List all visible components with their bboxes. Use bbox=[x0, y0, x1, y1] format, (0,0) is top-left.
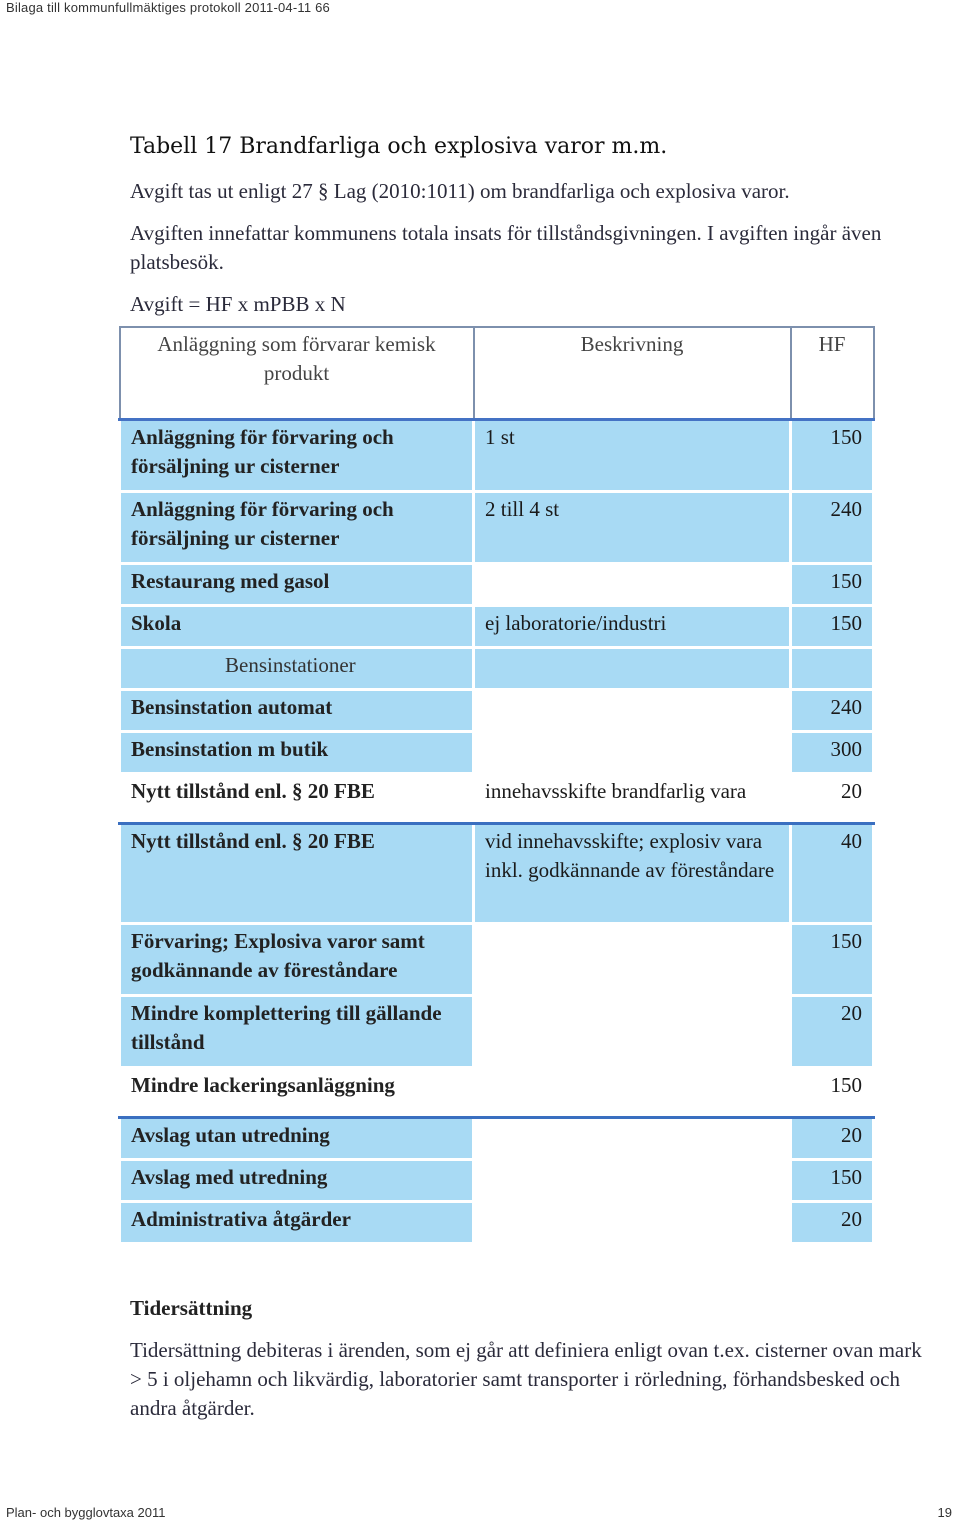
document-footer: Plan- och bygglovtaxa 2011 bbox=[6, 1505, 166, 1520]
row-description bbox=[474, 690, 791, 732]
row-facility: Anläggning för förvaring och försäljning ur cisterner bbox=[120, 420, 474, 492]
row-hf: 20 bbox=[791, 774, 874, 824]
row-description bbox=[474, 648, 791, 690]
row-hf: 150 bbox=[791, 606, 874, 648]
row-facility: Bensinstation automat bbox=[120, 690, 474, 732]
row-facility: Anläggning för förvaring och försäljning ur cisterner bbox=[120, 492, 474, 564]
row-description: innehavsskifte brandfarlig vara bbox=[474, 774, 791, 824]
table-row bbox=[120, 420, 874, 492]
row-facility: Administrativa åtgärder bbox=[120, 1202, 474, 1244]
row-hf: 40 bbox=[791, 824, 874, 924]
table-row bbox=[120, 690, 874, 732]
row-description bbox=[474, 1118, 791, 1160]
table-row bbox=[120, 564, 874, 606]
row-hf: 150 bbox=[791, 564, 874, 606]
table-row bbox=[120, 606, 874, 648]
row-description bbox=[474, 1068, 791, 1118]
table-row bbox=[120, 996, 874, 1068]
table-row bbox=[120, 1202, 874, 1244]
fee-formula: Avgift = HF x mPBB x N bbox=[130, 292, 346, 316]
row-facility: Mindre lackeringsanläggning bbox=[120, 1068, 474, 1118]
row-description bbox=[474, 924, 791, 996]
row-hf: 300 bbox=[791, 732, 874, 774]
section-heading: Tidersättning bbox=[130, 1296, 253, 1320]
row-description bbox=[474, 732, 791, 774]
table-row bbox=[120, 1118, 874, 1160]
row-facility: Nytt tillstånd enl. § 20 FBE bbox=[120, 824, 474, 924]
row-hf: 20 bbox=[791, 1202, 874, 1244]
table-row bbox=[120, 924, 874, 996]
row-description bbox=[474, 996, 791, 1068]
row-hf: 240 bbox=[791, 690, 874, 732]
table-row bbox=[120, 732, 874, 774]
document-header: Bilaga till kommunfullmäktiges protokoll 2011-04-11 66 bbox=[6, 0, 330, 15]
intro-paragraph: Avgift tas ut enligt 27 § Lag (2010:1011) om brandfarliga och explosiva varor. bbox=[130, 179, 790, 203]
row-description bbox=[474, 564, 791, 606]
header-hf: HF bbox=[791, 327, 874, 420]
table-title: Tabell 17 Brandfarliga och explosiva varor m.m. bbox=[130, 134, 668, 159]
row-facility: Mindre komplettering till gällande tillstånd bbox=[120, 996, 474, 1068]
table-row bbox=[120, 648, 874, 690]
row-facility: Nytt tillstånd enl. § 20 FBE bbox=[120, 774, 474, 824]
row-description bbox=[474, 1160, 791, 1202]
row-hf: 150 bbox=[791, 1160, 874, 1202]
table-row bbox=[120, 1068, 874, 1118]
row-hf: 20 bbox=[791, 996, 874, 1068]
table-row bbox=[120, 824, 874, 924]
row-facility: Förvaring; Explosiva varor samt godkännande av föreståndare bbox=[120, 924, 474, 996]
row-hf: 150 bbox=[791, 1068, 874, 1118]
scope-paragraph: Avgiften innefattar kommunens totala insats för tillståndsgivningen. I avgiften ingår även platsbesök. bbox=[130, 221, 882, 274]
row-hf: 150 bbox=[791, 420, 874, 492]
row-hf: 240 bbox=[791, 492, 874, 564]
row-description: vid innehavsskifte; explosiv vara inkl. godkännande av föreståndare bbox=[474, 824, 791, 924]
row-facility: Avslag med utredning bbox=[120, 1160, 474, 1202]
header-facility: Anläggning som förvarar kemisk produkt bbox=[120, 327, 474, 420]
row-hf: 150 bbox=[791, 924, 874, 996]
row-facility: Skola bbox=[120, 606, 474, 648]
page-number: 19 bbox=[937, 1505, 952, 1520]
fee-table bbox=[118, 326, 875, 1245]
row-description: ej laboratorie/industri bbox=[474, 606, 791, 648]
row-hf bbox=[791, 648, 874, 690]
row-facility: Bensinstation m butik bbox=[120, 732, 474, 774]
header-description: Beskrivning bbox=[474, 327, 791, 420]
time-fee-paragraph: Tidersättning debiteras i ärenden, som ej går att definiera enligt ovan t.ex. cisterner ovan mark > 5 i oljehamn och likvärdig, laboratorier samt transporter i rörledning, förhandsbesked och andra åtgärder. bbox=[130, 1338, 922, 1420]
row-description: 1 st bbox=[474, 420, 791, 492]
table-header-row bbox=[120, 327, 874, 420]
row-facility: Restaurang med gasol bbox=[120, 564, 474, 606]
table-row bbox=[120, 492, 874, 564]
row-description: 2 till 4 st bbox=[474, 492, 791, 564]
row-hf: 20 bbox=[791, 1118, 874, 1160]
row-facility: Avslag utan utredning bbox=[120, 1118, 474, 1160]
row-facility: Bensinstationer bbox=[120, 648, 474, 690]
row-description bbox=[474, 1202, 791, 1244]
table-row bbox=[120, 1160, 874, 1202]
table-row bbox=[120, 774, 874, 824]
